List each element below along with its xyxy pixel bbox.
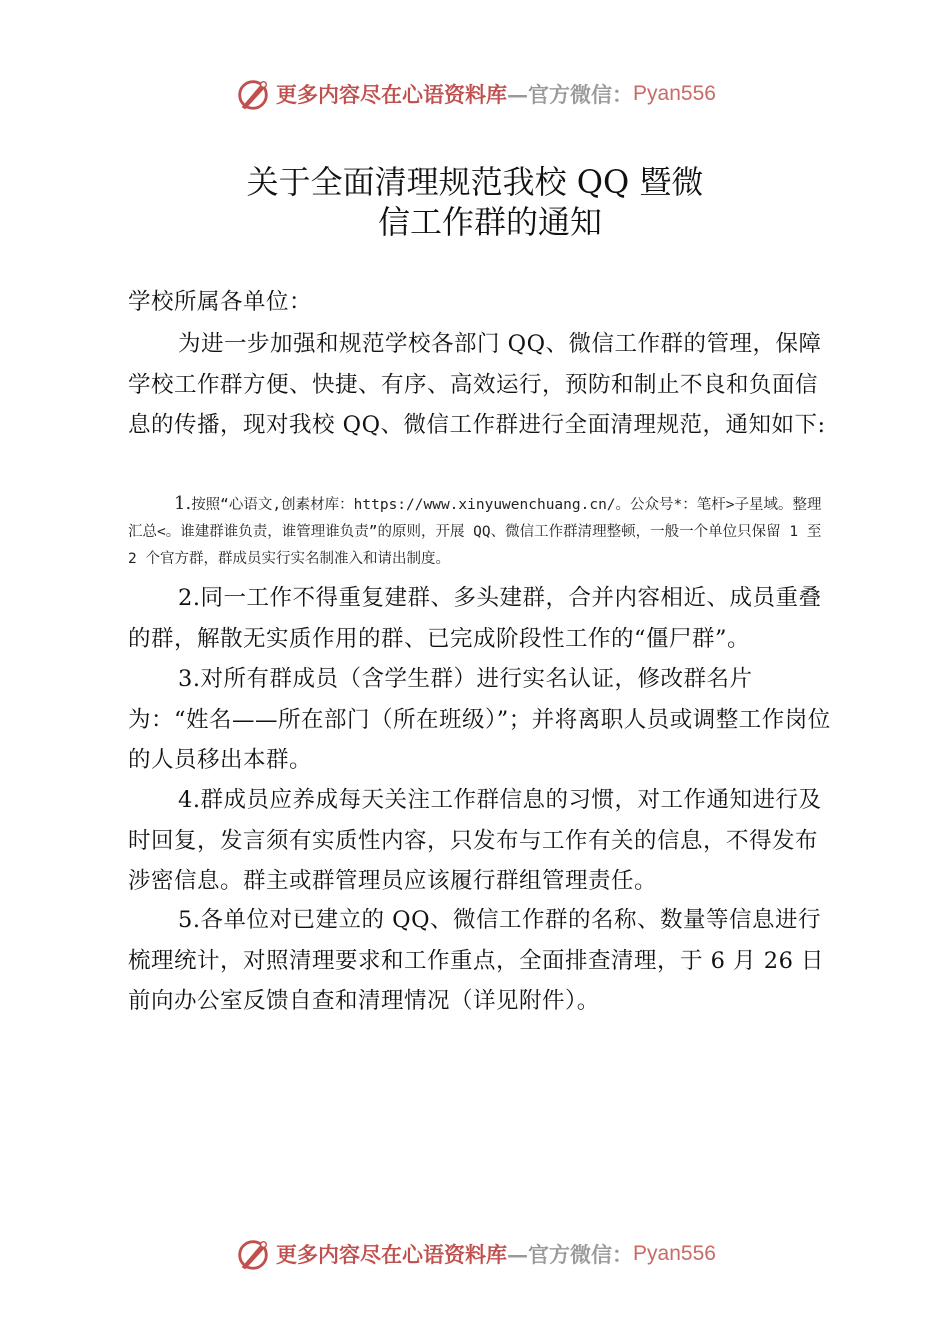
- watermark-middle-text: 官方微信：: [528, 82, 634, 107]
- title-line-2: 信工作群的通知: [377, 203, 602, 241]
- pen-nib-circle-icon: [234, 1235, 272, 1273]
- item-5-paragraph: 5.各单位对已建立的 QQ、微信工作群的名称、数量等信息进行梳理统计，对照清理要求和工作重点，全面排查清理，于 6 月 26 日前向办公室反馈自查和清理情况（详见附件）。: [128, 907, 825, 1014]
- watermark-handle: Pyan556: [633, 1242, 716, 1265]
- watermark-separator: —: [507, 81, 529, 107]
- watermark-handle: Pyan556: [633, 82, 716, 105]
- document-title: [0, 162, 950, 242]
- item-2-paragraph: 2.同一工作不得重复建群、多头建群，合并内容相近、成员重叠的群，解散无实质作用的群、已完成阶段性工作的“僵尸群”。: [128, 585, 822, 652]
- watermark-main-text: 更多内容尽在心语资料库: [276, 82, 508, 107]
- header-watermark: [0, 72, 950, 116]
- watermark-middle-text: 官方微信：: [528, 1242, 634, 1267]
- watermark-main-text: 更多内容尽在心语资料库: [276, 1242, 508, 1267]
- item-1-text: 按照“心语文,创素材库：https://www.xinyuwenchuang.cn/。公众号*：笔杆>子星域。整理汇总<。谁建群谁负责，谁管理谁负责”的原则，开展 QQ、微信工作群清理整顿，一般一个单位只保留 1 至 2 个官方群，群成员实行实名制准入和请出制度。: [128, 497, 822, 567]
- item-4-paragraph: 4.群成员应养成每天关注工作群信息的习惯，对工作通知进行及时回复，发言须有实质性内容，只发布与工作有关的信息，不得发布涉密信息。群主或群管理员应该履行群组管理责任。: [128, 787, 822, 894]
- pen-nib-circle-icon: [234, 75, 272, 113]
- footer-watermark: [0, 1232, 950, 1276]
- salutation: 学校所属各单位：: [128, 289, 313, 315]
- title-line-1: 关于全面清理规范我校 QQ 暨微: [246, 163, 704, 201]
- item-1-number: 1.: [174, 493, 192, 514]
- item-3-paragraph: 3.对所有群成员（含学生群）进行实名认证，修改群名片为：“姓名——所在部门（所在班级）”；并将离职人员或调整工作岗位的人员移出本群。: [128, 666, 831, 773]
- item-1-paragraph: [128, 490, 833, 573]
- intro-paragraph: 为进一步加强和规范学校各部门 QQ、微信工作群的管理，保障学校工作群方便、快捷、有序、高效运行，预防和制止不良和负面信息的传播，现对我校 QQ、微信工作群进行全面清理规范，通知如下:: [128, 331, 826, 438]
- watermark-separator: —: [507, 1241, 529, 1267]
